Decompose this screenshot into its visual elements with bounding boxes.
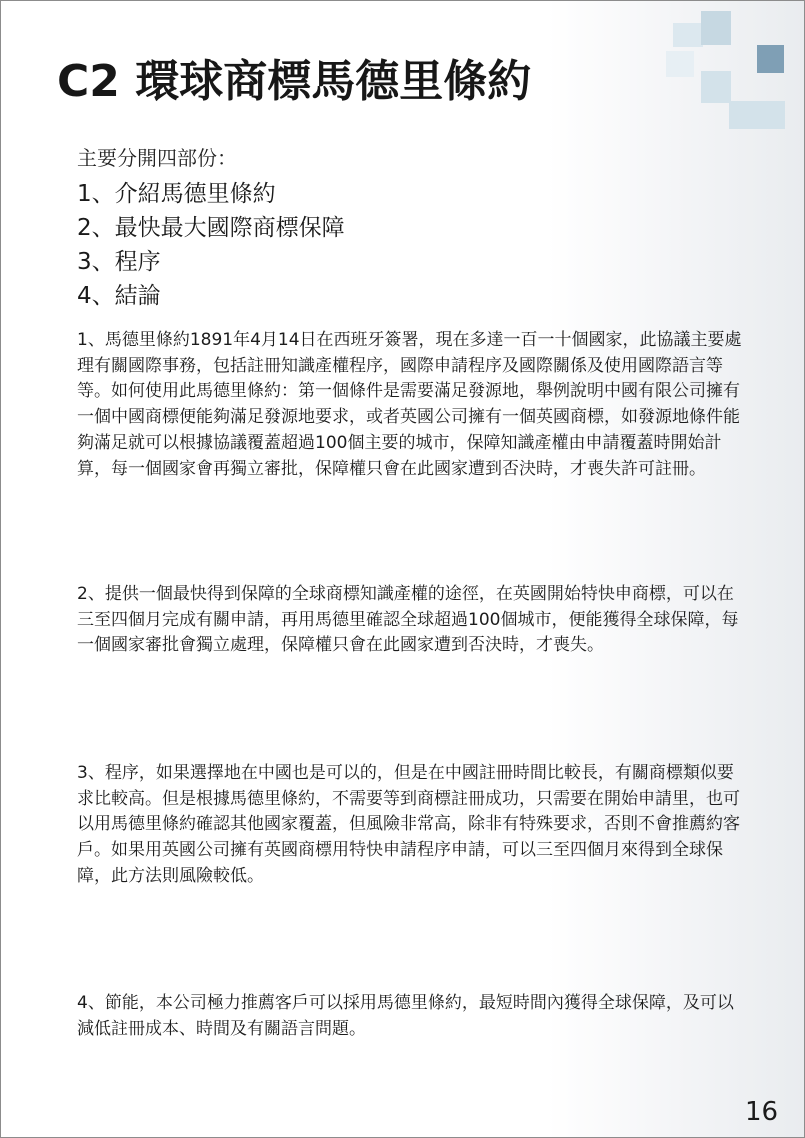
- deco-square: [701, 11, 731, 45]
- paragraph-fastest-protection: 2、提供一個最快得到保障的全球商標知識產權的途徑，在英國開始特快申商標，可以在三至四個月完成有關申請，再用馬德里確認全球超過100個城市，便能獲得全球保障，每一個國家審批會獨立處理，保障權只會在此國家遭到否決時，才喪失。: [77, 584, 739, 656]
- paragraph-introduction: 1、馬德里條約1891年4月14日在西班牙簽署，現在多達一百一十個國家，此協議主要處理有關國際事務，包括註冊知識產權程序，國際申請程序及國際關係及使用國際語言等等。如何使用此馬德里條約：第一個條件是需要滿足發源地，舉例說明中國有限公司擁有一個中國商標便能夠滿足發源地要求，或者英國公司擁有一個英國商標，如發源地條件能夠滿足就可以根據協議覆蓋超過100個主要的城市，保障知識產權由申請覆蓋時開始計算，每一個國家會再獨立審批，保障權只會在此國家遭到否決時，才喪失許可註冊。: [77, 330, 742, 479]
- intro-lead: 主要分開四部份：: [77, 146, 237, 170]
- list-item: 2、最快最大國際商標保障: [77, 215, 345, 241]
- list-item: 4、結論: [77, 283, 161, 309]
- list-item: 3、程序: [77, 249, 161, 275]
- deco-square: [729, 101, 785, 129]
- page-number: 16: [745, 1097, 779, 1127]
- page-title: C2 環球商標馬德里條約: [57, 56, 532, 107]
- deco-square: [673, 23, 703, 47]
- deco-square: [701, 71, 731, 103]
- paragraph-procedure: 3、程序，如果選擇地在中國也是可以的，但是在中國註冊時間比較長，有關商標類似要求比較高。但是根據馬德里條約，不需要等到商標註冊成功，只需要在開始申請里，也可以用馬德里條約確認其他國家覆蓋，但風險非常高，除非有特殊要求，否則不會推薦約客戶。如果用英國公司擁有英國商標用特快申請程序申請，可以三至四個月來得到全球保障，此方法則風險較低。: [77, 763, 740, 886]
- deco-square: [757, 45, 784, 73]
- deco-square: [666, 51, 694, 77]
- paragraph-conclusion: 4、節能，本公司極力推薦客戶可以採用馬德里條約，最短時間內獲得全球保障，及可以減低註冊成本、時間及有關語言問題。: [77, 993, 734, 1039]
- list-item: 1、介紹馬德里條約: [77, 181, 276, 207]
- section-list: [77, 177, 345, 313]
